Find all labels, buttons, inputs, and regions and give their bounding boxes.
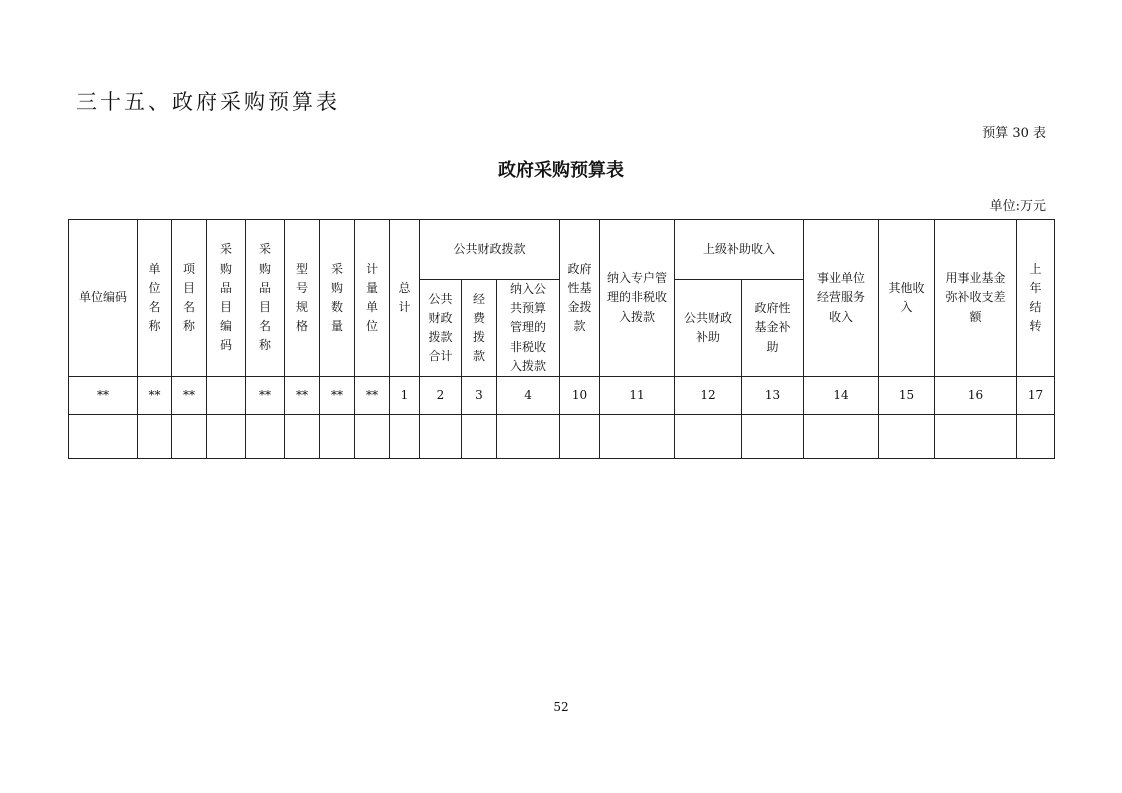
header-unit-name: 单 位 名 称 [138, 220, 172, 377]
table-cell: ** [285, 376, 320, 414]
table-cell: ** [69, 376, 138, 414]
table-number: 预算 30 表 [982, 126, 1046, 141]
table-cell: 17 [1017, 376, 1055, 414]
page-number: 52 [553, 700, 569, 714]
table-cell: ** [320, 376, 355, 414]
table-cell: 4 [497, 376, 560, 414]
table-cell: ** [172, 376, 207, 414]
table-cell: 1 [390, 376, 420, 414]
table-cell: ** [355, 376, 390, 414]
header-gov-fund: 政府 性基 金拨 款 [560, 220, 600, 377]
header-sub-public: 公共财政 补助 [675, 280, 742, 377]
header-pf-funding: 经 费 拨 款 [462, 280, 497, 377]
table-cell [207, 376, 246, 414]
header-pf-total: 公共 财政 拨款 合计 [420, 280, 462, 377]
header-quantity: 采 购 数 量 [320, 220, 355, 377]
header-fund-offset: 用事业基金 弥补收支差 额 [935, 220, 1017, 377]
table-cell: ** [138, 376, 172, 414]
table-cell: 10 [560, 376, 600, 414]
header-unit-code: 单位编码 [69, 220, 138, 377]
procurement-budget-table [68, 219, 1055, 459]
header-project-name: 项 目 名 称 [172, 220, 207, 377]
table-cell: 11 [600, 376, 675, 414]
header-item-code: 采 购 品 目 编 码 [207, 220, 246, 377]
table-row-empty [69, 414, 1055, 458]
table-row-index [69, 376, 1055, 414]
header-spec: 型 号 规 格 [285, 220, 320, 377]
table-cell: 14 [804, 376, 879, 414]
header-total: 总 计 [390, 220, 420, 377]
table-cell: 13 [742, 376, 804, 414]
table-cell: 2 [420, 376, 462, 414]
table-cell: 3 [462, 376, 497, 414]
table-cell: 12 [675, 376, 742, 414]
header-carryover: 上 年 结 转 [1017, 220, 1055, 377]
header-business-income: 事业单位 经营服务 收入 [804, 220, 879, 377]
header-pf-nontax: 纳入公 共预算 管理的 非税收 入拨款 [497, 280, 560, 377]
header-measure-unit: 计 量 单 位 [355, 220, 390, 377]
header-other-income: 其他收 入 [879, 220, 935, 377]
section-heading: 三十五、政府采购预算表 [76, 90, 340, 114]
table-cell: ** [246, 376, 285, 414]
table-cell: 16 [935, 376, 1017, 414]
header-superior-subsidy: 上级补助收入 [675, 220, 804, 280]
header-public-finance: 公共财政拨款 [420, 220, 560, 280]
header-special-nontax: 纳入专户管 理的非税收 入拨款 [600, 220, 675, 377]
table-cell: 15 [879, 376, 935, 414]
unit-label: 单位:万元 [989, 199, 1046, 214]
header-item-name: 采 购 品 目 名 称 [246, 220, 285, 377]
table-title: 政府采购预算表 [498, 160, 624, 181]
header-sub-fund: 政府性 基金补 助 [742, 280, 804, 377]
